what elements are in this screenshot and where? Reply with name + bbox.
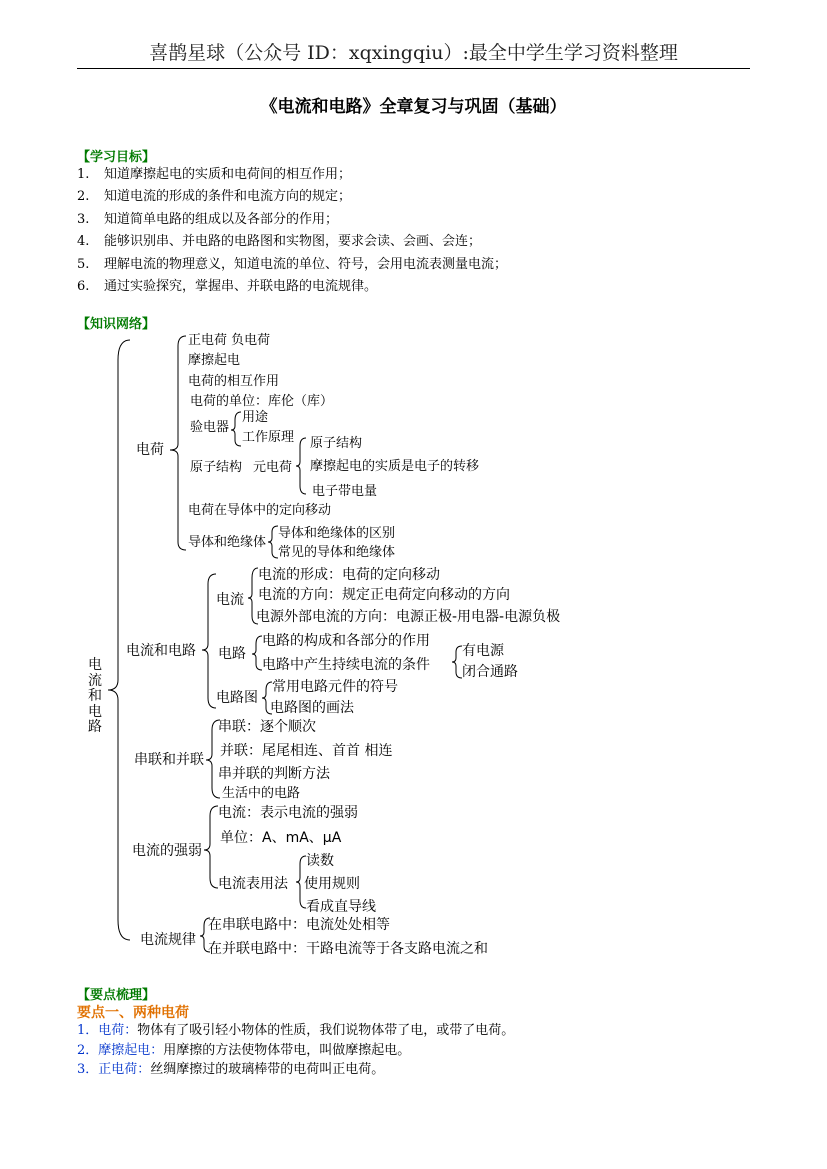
node: 电流的形成：电荷的定向移动: [258, 567, 440, 583]
node: 元电荷: [253, 460, 293, 475]
node-strength: 电流的强弱: [132, 843, 202, 859]
node: 串联：逐个顺次: [218, 719, 316, 735]
node: 电路图的画法: [270, 700, 354, 716]
node-charge: 电荷: [136, 442, 164, 458]
page-title: 《电流和电路》全章复习与巩固（基础）: [260, 97, 567, 117]
node: 常见的导体和绝缘体: [278, 545, 396, 560]
node: 摩擦起电: [188, 353, 241, 368]
node: 电流：表示电流的强弱: [218, 805, 358, 821]
node: 电荷的相互作用: [188, 374, 280, 389]
node-series: 串联和并联: [134, 752, 204, 768]
list-item: 2. 知道电流的形成的条件和电流方向的规定；: [77, 189, 352, 205]
node: 正电荷 负电荷: [188, 333, 271, 348]
node: 电流: [216, 592, 244, 608]
list-item: 6. 通过实验探究，掌握串、并联电路的电流规律。: [77, 279, 378, 295]
page-header: 喜鹊星球（公众号 ID：xqxingqiu）:最全中学生学习资料整理: [77, 40, 750, 69]
node: 使用规则: [304, 876, 360, 892]
network-root: 电流和电路: [88, 657, 102, 735]
node: 用途: [242, 410, 269, 425]
node: 导体和绝缘体的区别: [278, 526, 396, 541]
point-item: 3．正电荷：丝绸摩擦过的玻璃棒带的电荷叫正电荷。: [77, 1062, 385, 1077]
point-item: 2．摩擦起电：用摩擦的方法使物体带电，叫做摩擦起电。: [77, 1043, 411, 1058]
node: 读数: [306, 853, 334, 869]
node: 有电源: [462, 643, 504, 659]
node: 电源外部电流的方向：电源正极-用电器-电源负极: [256, 609, 561, 625]
list-item: 1. 知道摩擦起电的实质和电荷间的相互作用；: [77, 167, 352, 182]
node: 串并联的判断方法: [218, 766, 330, 782]
list-item: 3. 知道简单电路的组成以及各部分的作用；: [77, 211, 339, 227]
node: 电路: [218, 646, 246, 662]
node: 电子带电量: [312, 484, 378, 499]
node: 原子结构: [190, 460, 243, 475]
node: 摩擦起电的实质是电子的转移: [310, 459, 480, 474]
node: 在并联电路中：干路电流等于各支路电流之和: [208, 941, 488, 957]
node: 验电器: [190, 420, 230, 435]
points-heading: 【要点梳理】: [77, 988, 156, 1003]
network-heading: 【知识网络】: [77, 317, 156, 332]
list-item: 4. 能够识别串、并电路的电路图和实物图，要求会读、会画、会连；: [77, 234, 482, 250]
node: 电荷在导体中的定向移动: [188, 503, 332, 518]
node: 闭合通路: [462, 664, 518, 680]
node: 看成直导线: [306, 899, 376, 915]
node: 工作原理: [242, 430, 295, 445]
node: 电流的方向：规定正电荷定向移动的方向: [258, 587, 510, 603]
node: 电流表用法: [218, 876, 288, 892]
node: 电路的构成和各部分的作用: [262, 633, 430, 649]
node: 单位：A、mA、μA: [220, 830, 342, 846]
node: 导体和绝缘体: [188, 535, 267, 550]
node-circuit: 电流和电路: [126, 643, 196, 659]
node: 生活中的电路: [222, 786, 301, 801]
node: 电路中产生持续电流的条件: [262, 657, 430, 673]
node: 电荷的单位：库伦（库）: [190, 394, 334, 409]
point-item: 1．电荷：物体有了吸引轻小物体的性质，我们说物体带了电，或带了电荷。: [77, 1023, 515, 1038]
point1-title: 要点一、两种电荷: [77, 1005, 189, 1021]
node: 常用电路元件的符号: [272, 679, 398, 695]
node: 并联：尾尾相连、首首 相连: [220, 743, 393, 759]
node-law: 电流规律: [140, 932, 196, 948]
list-item: 5. 理解电流的物理意义，知道电流的单位、符号，会用电流表测量电流；: [77, 256, 508, 272]
node: 在串联电路中：电流处处相等: [208, 917, 390, 933]
node: 电路图: [216, 690, 258, 706]
goals-heading: 【学习目标】: [77, 150, 156, 165]
node: 原子结构: [310, 436, 363, 451]
